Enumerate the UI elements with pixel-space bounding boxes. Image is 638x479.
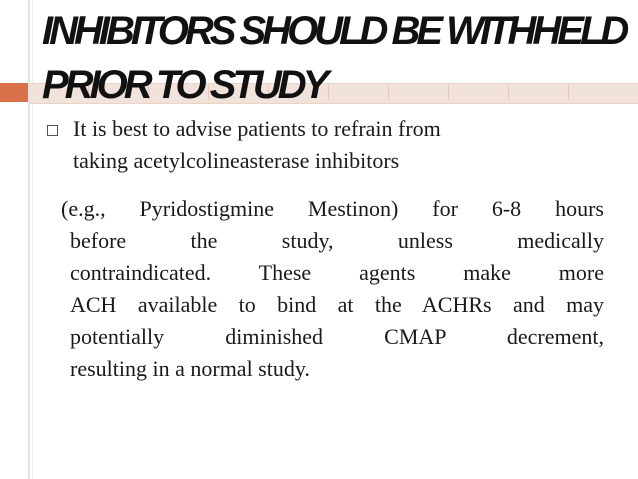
- paragraph-line-6: resulting in a normal study.: [70, 356, 310, 381]
- slide-title: [42, 7, 626, 109]
- left-vertical-rule-inner: [32, 0, 33, 479]
- bullet-text: [73, 113, 573, 177]
- paragraph-line-2: before the study, unless medically: [70, 228, 604, 253]
- left-vertical-rule: [28, 0, 30, 479]
- paragraph-line-5: potentially diminished CMAP decrement,: [70, 324, 604, 349]
- bullet-line-2: taking acetylcolineasterase inhibitors: [73, 148, 400, 173]
- paragraph-line-4: ACH available to bind at the ACHRs and may: [70, 292, 604, 317]
- square-bullet-icon: [47, 125, 58, 136]
- paragraph-line-3: contraindicated. These agents make more: [70, 260, 604, 285]
- title-line-2: PRIOR TO STUDY: [42, 63, 326, 107]
- accent-band-left: [0, 83, 28, 102]
- paragraph-line-1: (e.g., Pyridostigmine Mestinon) for 6-8 hours: [61, 196, 604, 221]
- bullet-line-1: It is best to advise patients to refrain from: [73, 116, 441, 141]
- title-line-1: INHIBITORS SHOULD BE WITHHELD: [42, 9, 626, 53]
- body-paragraph: [61, 193, 604, 385]
